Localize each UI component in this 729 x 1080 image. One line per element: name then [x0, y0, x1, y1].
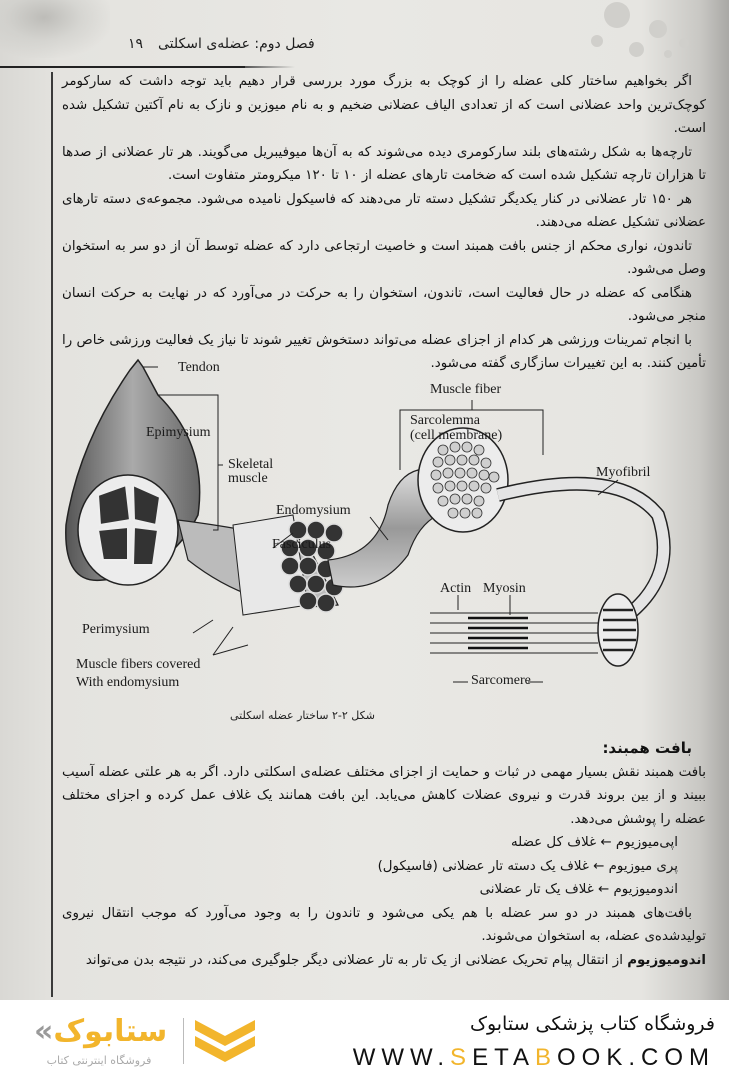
chevron-double-left-icon: « [34, 1014, 54, 1049]
label-fibers-covered: With endomysium [76, 675, 180, 690]
chevron-down-logo-icon [195, 1018, 255, 1068]
paragraph: تاندون، نواری محکم از جنس بافت همبند است و خاصیت ارتجاعی دارد که عضله توسط آن از دو سر به استخوان وصل می‌شود. [62, 238, 706, 277]
label-perimysium: Perimysium [82, 622, 150, 637]
paragraph-text: از انتقال پیام تحریک عضلانی از یک تار به تار عضلانی دیگر جلوگیری می‌کند، در نتیجه بدن می‌تواند [85, 952, 628, 968]
label-skeletal-muscle: Skeletal [228, 457, 274, 472]
label-myosin: Myosin [483, 581, 526, 596]
connective-tissue-section [62, 737, 706, 972]
running-head: فصل دوم: عضله‌ی اسکلتی [158, 36, 315, 52]
list-term: اپی‌میوزیوم [615, 835, 678, 850]
section-heading: بافت همبند: [602, 739, 692, 757]
label-skeletal-muscle: muscle [228, 471, 268, 486]
logo-divider [183, 1018, 184, 1064]
paragraph: هنگامی که عضله در حال فعالیت است، تاندون، استخوان را به حرکت در می‌آورد که در نهایت به حرکت انسان منجر می‌شود. [62, 285, 706, 324]
arrow-left-icon: ← [600, 835, 612, 850]
label-sarcolemma: (cell membrane) [410, 428, 503, 443]
list-desc: غلاف یک تار عضلانی [479, 882, 594, 897]
arrow-left-icon: ← [598, 882, 610, 897]
label-muscle-fiber: Muscle fiber [430, 382, 502, 397]
bold-term: اندومیوزیوم [627, 952, 706, 968]
label-sarcomere: Sarcomere [471, 673, 531, 688]
url-part-highlight: S [450, 1044, 473, 1071]
label-fibers-covered: Muscle fibers covered [76, 657, 201, 672]
list-term: پری میوزیوم [608, 858, 678, 874]
label-myofibril: Myofibril [596, 465, 651, 480]
figure-caption: شکل ۲-۲ ساختار عضله اسکلتی [230, 709, 375, 722]
header-decoration-dots [589, 0, 709, 70]
label-epimysium: Epimysium [146, 425, 211, 440]
arrow-left-icon: ← [593, 858, 605, 874]
label-tendon: Tendon [178, 360, 220, 375]
header-rule [0, 66, 245, 68]
paragraph: بافت همبند نقش بسیار مهمی در ثبات و حمایت از اجزای مختلف عضله‌ی اسکلتی دارد. اگر به هر علتی عضله آسیب ببیند و از بین بروند قدرت و نیروی عضلات کاهش می‌یابد. این بافت همانند یک غلاف عمل کرده و اجزای مختلف عضله را پوشش می‌دهد. [62, 764, 706, 827]
paragraph: با انجام تمرینات ورزشی هر کدام از اجزای عضله می‌تواند دستخوش تغییر شوند تا نیاز یک فعالیت ورزشی خاص را تأمین کنند. به این تغییرات سازگاری گفته می‌شود. [62, 332, 706, 371]
logo-subtitle: فروشگاه اینترنتی کتاب [46, 1054, 152, 1067]
header-rule-fade [245, 66, 295, 68]
intro-text [62, 70, 706, 376]
paragraph: بافت‌های همبند در دو سر عضله با هم یکی می‌شود و تاندون را به وجود می‌آورد که موجب انتقال نیروی تولیدشده‌ی عضله، به استخوان می‌شوند. [62, 905, 706, 944]
logo-text: ستابوک [53, 1014, 168, 1049]
store-logo[interactable] [34, 1014, 167, 1049]
list-term: اندومیوزیوم [613, 882, 678, 897]
paragraph: هر ۱۵۰ تار عضلانی در کنار یکدیگر تشکیل دسته تار می‌دهند که فاسیکول نامیده می‌شود. مجموعه‌ی دسته تارهای عضلانی تشکیل عضله می‌دهند. [62, 191, 706, 230]
list-item [62, 878, 706, 902]
margin-rule [51, 72, 53, 997]
label-fasciculus: Fasciculus [272, 537, 332, 552]
list-item [62, 855, 706, 879]
list-item [62, 831, 706, 855]
paragraph: تارچه‌ها به شکل رشته‌های بلند سارکومری دیده می‌شوند که به آن‌ها میوفیبریل می‌گویند. هر تار عضلانی از صدها تا هزاران تارچه تشکیل شده است که ضخامت تارهای عضله از ۱۰ تا ۱۲۰ میکرومتر متفاوت است. [62, 144, 706, 183]
label-actin: Actin [440, 581, 472, 596]
skeletal-muscle-figure [58, 355, 718, 700]
store-title: فروشگاه کتاب پزشکی ستابوک [469, 1013, 715, 1035]
store-url[interactable] [353, 1044, 715, 1072]
url-part: WWW. [352, 1044, 451, 1071]
paragraph [62, 949, 706, 973]
list-desc: غلاف یک دسته تار عضلانی (فاسیکول) [377, 858, 589, 874]
label-sarcolemma: Sarcolemma [410, 413, 480, 428]
paragraph: اگر بخواهیم ساختار کلی عضله را از کوچک به بزرگ مورد بررسی قرار دهیم باید توجه داشت که سارکومر کوچک‌ترین واحد عضلانی است که از تعدادی الیاف عضلانی ضخیم و به نام میوزین و نازک به نام آکتین تشکیل شده است. [62, 74, 706, 136]
url-part: OOK.COM [556, 1044, 715, 1071]
url-part-highlight: B [534, 1044, 557, 1071]
page-number: ۱۹ [128, 36, 144, 52]
label-endomysium: Endomysium [276, 503, 351, 518]
list-desc: غلاف کل عضله [510, 835, 597, 850]
muscle-illustration [58, 355, 718, 700]
header-decoration-runner [0, 0, 110, 58]
url-part: ETA [472, 1044, 535, 1071]
store-footer-banner [0, 1000, 729, 1080]
